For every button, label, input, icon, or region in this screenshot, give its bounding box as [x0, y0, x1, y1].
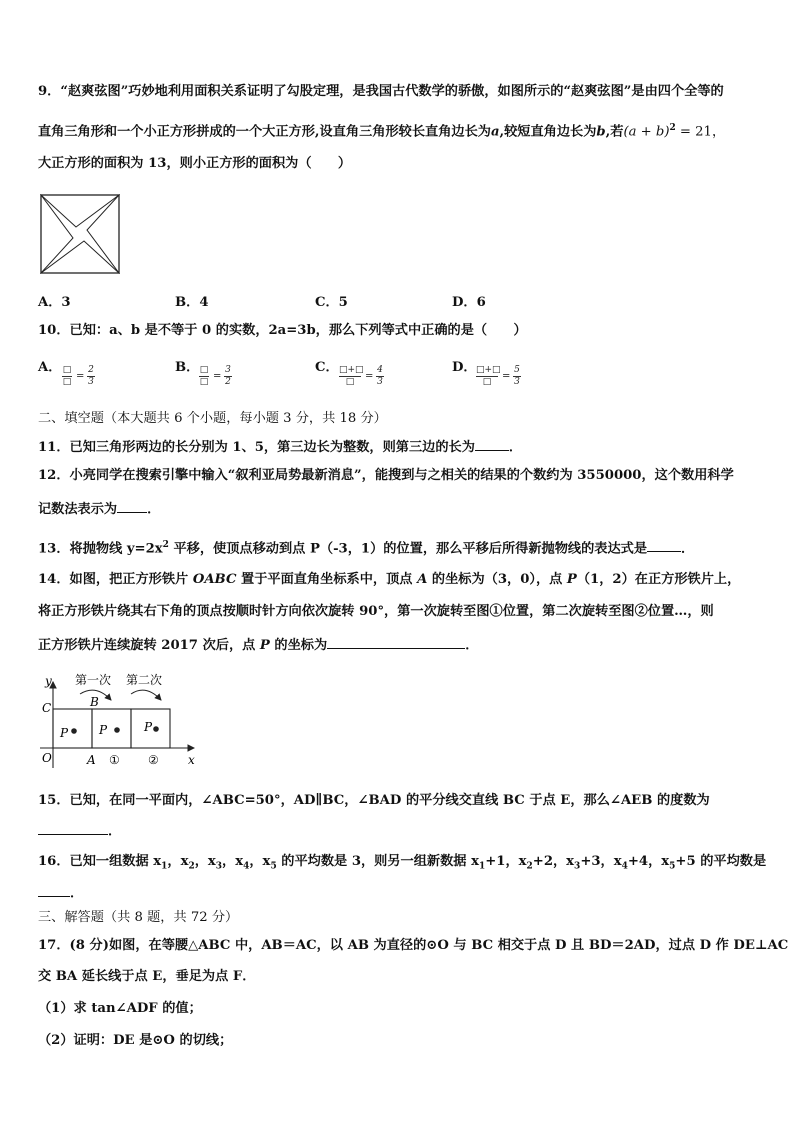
section-2-heading: 二、填空题（本大题共 6 个小题，每小题 3 分，共 18 分）	[38, 411, 387, 426]
q10-a-equals: =	[76, 371, 85, 382]
q17-line-1: 17．(8 分)如图，在等腰△ABC 中，AB＝AC，以 AB 为直径的⊙O 与 BC 相交于点 D 且 BD＝2AD，过点 D 作 DE⊥AC	[38, 938, 789, 953]
q12-line-2: 记数法表示为 ．	[38, 502, 161, 517]
q9-option-b: B．4	[175, 295, 209, 310]
label-c: C	[42, 701, 52, 715]
q15: 15．已知，在同一平面内，∠ABC=50°，AD∥BC，∠BAD 的平分线交直线 BC 于点 E，那么∠AEB 的度数为	[38, 793, 710, 808]
outer-square	[41, 195, 119, 273]
position-1-label: ①	[109, 753, 120, 767]
section-3-heading: 三、解答题（共 8 题，共 72 分）	[38, 910, 239, 925]
q9-option-c: C．5	[315, 295, 348, 310]
first-rotation-label: 第一次	[75, 673, 112, 687]
label-a: A	[87, 753, 96, 767]
zhao-shuang-chord-diagram	[40, 194, 120, 274]
q14-line-3: 正方形铁片连续旋转 2017 次后，点 P 的坐标为 ．	[38, 638, 479, 653]
q10-option-d: D．	[452, 360, 477, 375]
q10-d-left-fraction: □+□ □	[476, 365, 501, 387]
q14-answer-blank	[327, 636, 465, 649]
q14-line-1: 14．如图，把正方形铁片 OABC 置于平面直角坐标系中，顶点 A 的坐标为（3，0），点 P（1，2）在正方形铁片上，	[38, 572, 741, 587]
point-p-original-label: P	[60, 726, 69, 740]
q13-answer-blank	[647, 539, 681, 552]
q16: 16．已知一组数据 $x_1$，$x_2$，$x_3$，$x_4$，$x_5$ 的平均数是 3，则另一组新数据 $x_1+1$，$x_2+2$，$x_3+3$，$x_4+4$，$x_5+5$ 的平均数是	[38, 854, 767, 872]
q10-b-left-fraction: □ □	[199, 365, 209, 387]
square-original	[53, 709, 92, 748]
q15-answer-blank	[38, 822, 108, 835]
q10-option-b: B．	[175, 360, 200, 375]
y-axis-label: y	[45, 674, 52, 688]
q9-line-2: 直角三角形和一个小正方形拼成的一个大正方形,设直角三角形较长直角边长为a,较短直角边长为b,若$(a + b)^2 = 21$，	[38, 123, 726, 140]
q9-option-a: A．3	[38, 295, 71, 310]
q9-line-1: 9．“赵爽弦图”巧妙地利用面积关系证明了勾股定理，是我国古代数学的骄傲，如图所示的“赵爽弦图”是由四个全等的	[38, 84, 724, 99]
q10-b-right-fraction: 3 2	[225, 365, 231, 387]
q10-c-equals: =	[365, 371, 374, 382]
q17-part-1: （1）求 tan∠ADF 的值；	[38, 1001, 202, 1016]
square-position-1	[92, 709, 131, 748]
second-rotation-label: 第二次	[126, 673, 163, 687]
q10-b-equals: =	[213, 371, 222, 382]
x-axis-label: x	[188, 753, 195, 767]
q10-option-a: A．	[38, 360, 62, 375]
point-p-1	[114, 727, 120, 733]
label-b: B	[90, 695, 99, 709]
q9-options	[38, 291, 758, 309]
q10-c-right-fraction: 4 3	[377, 365, 383, 387]
q10-option-c: C．	[315, 360, 339, 375]
point-p-original	[71, 728, 77, 734]
point-p-2-label: P	[144, 720, 153, 734]
q16-answer-line: ．	[38, 884, 83, 903]
q10-c-left-fraction: □+□ □	[339, 365, 364, 387]
q10-stem: 10．已知：a、b 是不等于 0 的实数，2a=3b，那么下列等式中正确的是（ ）	[38, 323, 527, 338]
position-2-label: ②	[148, 753, 159, 767]
q10-d-right-fraction: 5 3	[514, 365, 520, 387]
q14-line-2: 将正方形铁片绕其右下角的顶点按顺时针方向依次旋转 90°，第一次旋转至图①位置，第二次旋转至图②位置…，则	[38, 604, 714, 619]
q9-line-3: 大正方形的面积为 13，则小正方形的面积为（ ）	[38, 156, 352, 171]
q10-d-equals: =	[502, 371, 511, 382]
q15-answer-line: ．	[38, 822, 121, 841]
q10-a-left-fraction: □ □	[62, 365, 72, 387]
second-rotation-arrow	[131, 690, 161, 700]
point-p-1-label: P	[99, 723, 108, 737]
q10-options	[38, 356, 758, 392]
q14-rotation-figure	[36, 670, 206, 770]
point-p-2	[153, 726, 159, 732]
label-o: O	[42, 751, 52, 765]
q10-a-right-fraction: 2 3	[88, 365, 94, 387]
q17-part-2: （2）证明：DE 是⊙O 的切线；	[38, 1033, 233, 1048]
q11-answer-blank	[475, 438, 509, 451]
q12-line-1: 12．小亮同学在搜索引擎中输入“叙利亚局势最新消息”，能搜到与之相关的结果的个数约为 3550000，这个数用科学	[38, 468, 734, 483]
q9-option-d: D．6	[452, 295, 486, 310]
q16-answer-blank	[38, 884, 70, 897]
q12-answer-blank	[117, 500, 147, 513]
q13: 13．将抛物线 $y=2x^2$ 平移，使顶点移动到点 P（-3，1）的位置，那么平移后所得新抛物线的表达式是 ．	[38, 540, 695, 557]
q17-line-2: 交 BA 延长线于点 E，垂足为点 F．	[38, 969, 256, 984]
q11: 11．已知三角形两边的长分别为 1、5，第三边长为整数，则第三边的长为 ．	[38, 440, 523, 455]
